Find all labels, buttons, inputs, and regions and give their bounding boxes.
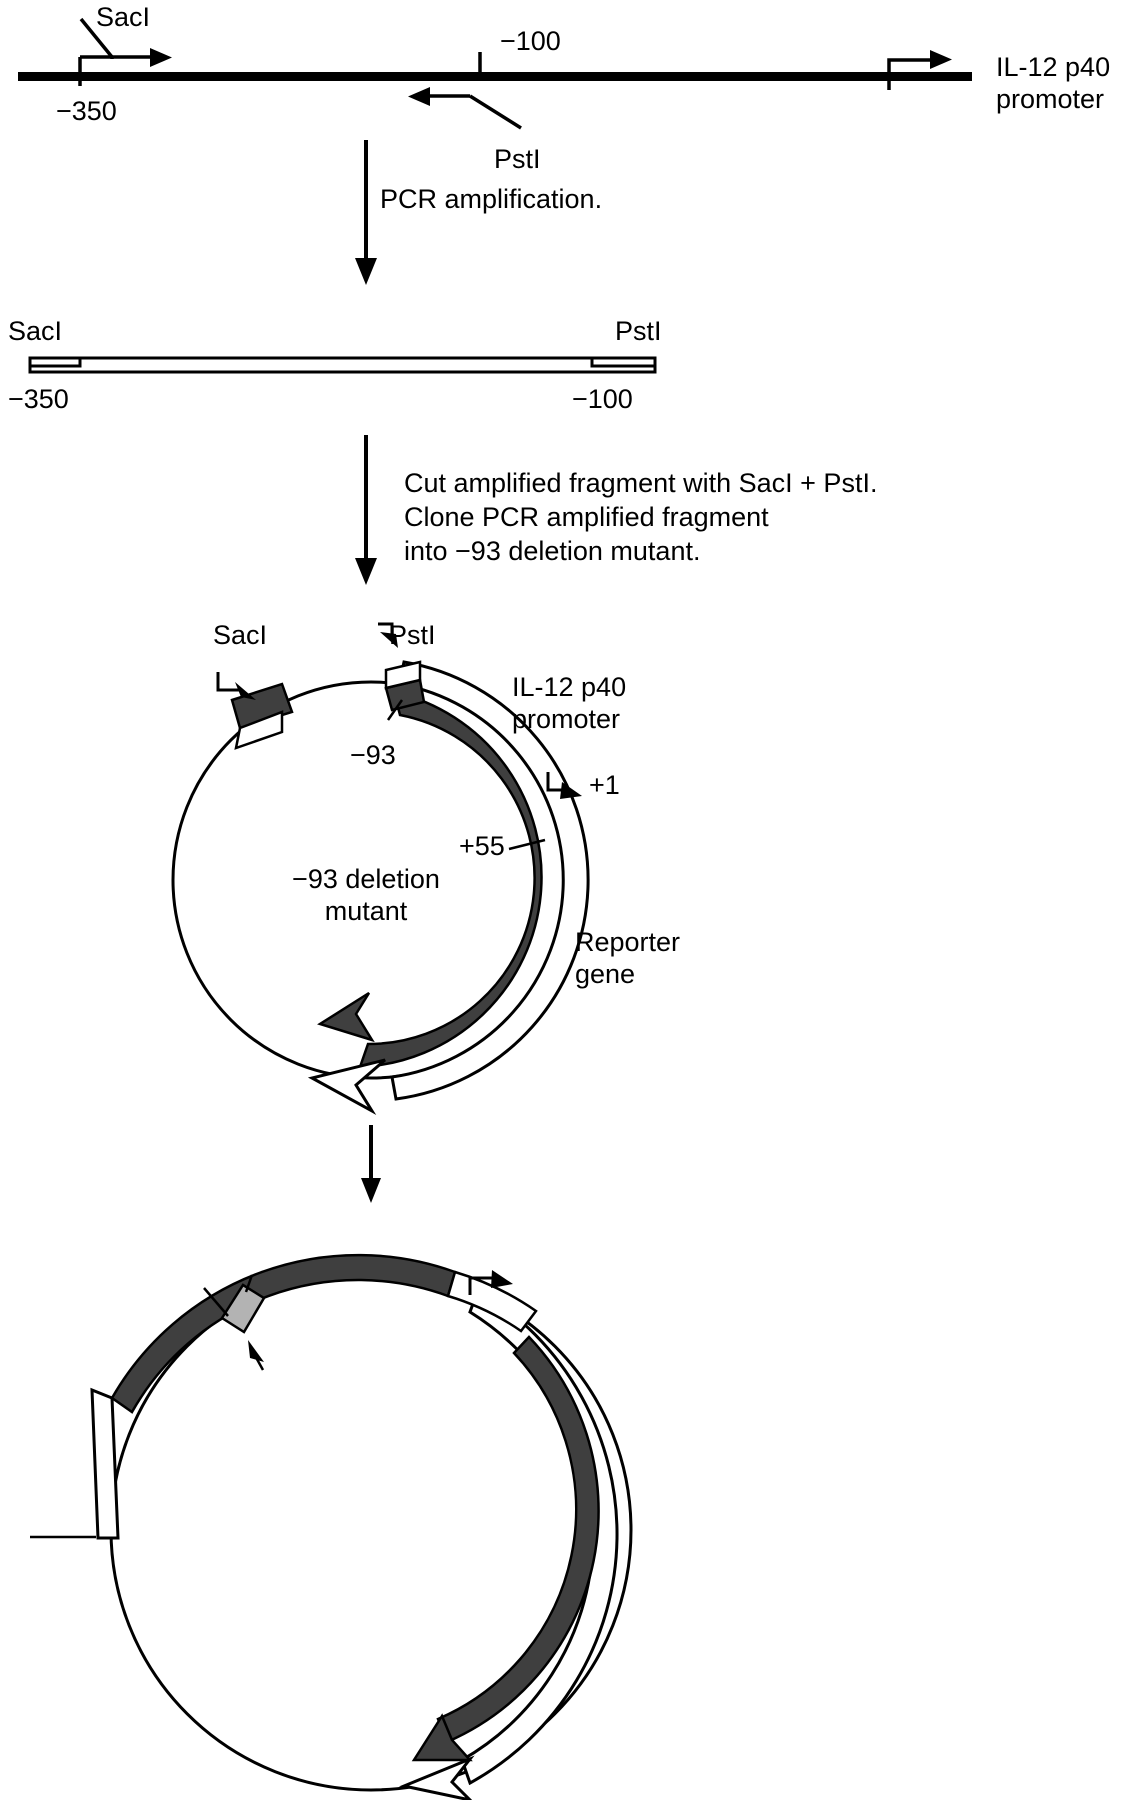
step3-plus55-label: +55	[459, 831, 505, 861]
dna-line	[18, 72, 972, 81]
step2-minus100-label: −100	[572, 384, 633, 414]
arrow-pcr-amplification	[355, 140, 377, 285]
pcr-amplification-text: PCR amplification.	[380, 184, 603, 214]
promoter-band-left-2	[112, 1255, 455, 1412]
cut-clone-text-line3: into −93 deletion mutant.	[404, 536, 701, 566]
step3-saci-label: SacI	[213, 620, 268, 650]
step3-reporter-label-line1: Reporter	[575, 927, 681, 957]
step1-promoter-label-line2: promoter	[996, 84, 1105, 114]
step3-tss-label: +1	[589, 770, 620, 800]
pcr-product-bar	[30, 358, 655, 372]
step2-minus350-label: −350	[8, 384, 69, 414]
step3-promoter-label-line1: IL-12 p40	[512, 672, 627, 702]
cut-clone-text-line1: Cut amplified fragment with SacI + PstI.	[404, 468, 878, 498]
step1-minus350-label: −350	[56, 96, 117, 126]
psti-leader-line	[470, 96, 521, 128]
arrow-to-substitution-mutant	[361, 1125, 381, 1203]
transcription-start-arrowhead	[930, 50, 952, 69]
tss-arrowhead-2	[491, 1270, 513, 1288]
promoter-arc-arrowhead	[320, 993, 372, 1040]
step1-psti-label: PstI	[494, 144, 541, 174]
step2-psti-label: PstI	[615, 316, 662, 346]
step3-plasmid-name-line1: −93 deletion	[292, 864, 440, 894]
step3-reporter-label-line2: gene	[575, 959, 636, 989]
step1-saci-label: SacI	[96, 2, 151, 32]
arrow-cut-and-clone	[355, 435, 377, 585]
step1-genomic-promoter	[18, 19, 972, 128]
step4-substitution-mutant-plasmid	[30, 1255, 631, 1800]
reverse-primer-arrowhead	[408, 87, 430, 106]
saci-pointer	[218, 672, 240, 690]
saci-sticky-end	[30, 358, 80, 366]
step3-plasmid-name-line2: mutant	[324, 896, 408, 926]
mutation-pointer-arrowhead	[248, 1340, 264, 1362]
psti-sticky-end	[592, 358, 655, 366]
cut-clone-text-line2: Clone PCR amplified fragment	[404, 502, 769, 532]
step2-pcr-product	[30, 358, 655, 372]
step3-psti-label: PstI	[389, 620, 436, 650]
step2-saci-label: SacI	[8, 316, 63, 346]
saci-end-block-2	[92, 1390, 118, 1538]
reporter-gene-arrowhead	[312, 1060, 385, 1111]
step3-minus93-label: −93	[350, 740, 396, 770]
step3-promoter-label-line2: promoter	[512, 704, 621, 734]
step1-promoter-label-line1: IL-12 p40	[996, 52, 1111, 82]
step1-minus100-label: −100	[500, 26, 561, 56]
forward-primer-arrowhead	[150, 48, 172, 67]
reporter-outline-arrowhead-2	[404, 1759, 470, 1800]
tss-arrowhead	[560, 782, 582, 799]
